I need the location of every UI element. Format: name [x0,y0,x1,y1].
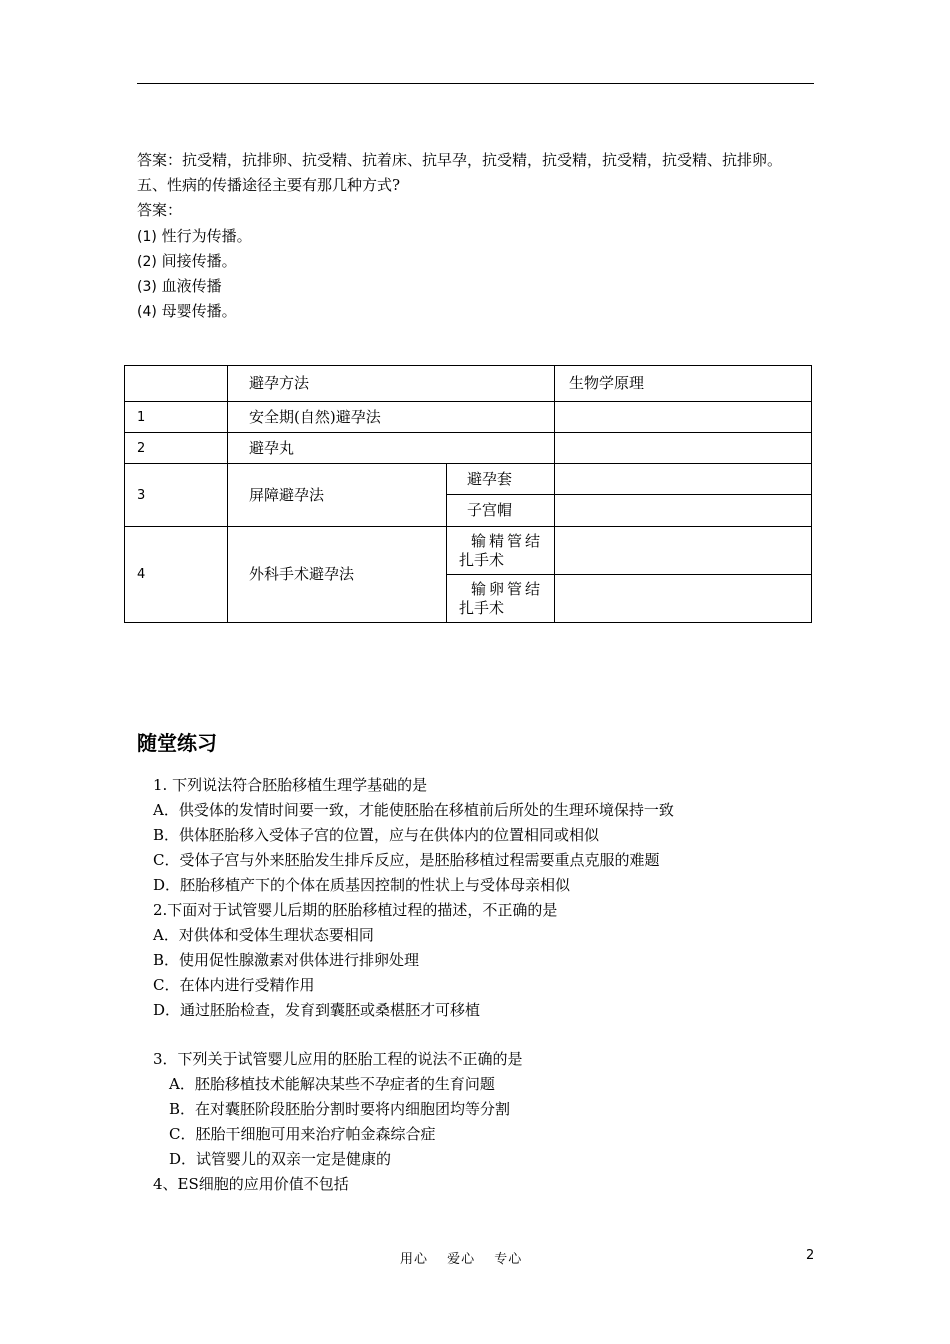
item-text: 间接传播。 [161,252,237,270]
item-number: (1) [137,229,157,245]
list-item [137,301,237,322]
question-stem: 4、ES细胞的应用价值不包括 [153,1175,349,1193]
answer-label: 答案： [137,201,183,219]
principle-cell [555,464,812,495]
option: D．胚胎移植产下的个体在质基因控制的性状上与受体母亲相似 [153,876,571,894]
header-cell-number [125,366,228,402]
sub-method-line: 扎手术 [459,550,505,569]
item-number: (3) [137,279,157,295]
row-number: 1 [125,402,228,433]
table-row [125,464,812,495]
option: C．胚胎干细胞可用来治疗帕金森综合症 [169,1125,436,1143]
question-stem: 1. 下列说法符合胚胎移植生理学基础的是 [153,776,428,794]
header-cell-method: 避孕方法 [228,366,555,402]
list-item [137,276,222,297]
item-text: 性行为传播。 [161,227,252,245]
page-number: 2 [806,1248,815,1263]
principle-cell [555,495,812,527]
option: A．对供体和受体生理状态要相同 [153,926,374,944]
question-stem: 3．下列关于试管婴儿应用的胚胎工程的说法不正确的是 [153,1050,523,1068]
principle-cell [555,402,812,433]
method-cell: 安全期(自然)避孕法 [228,402,555,433]
sub-method-cell: 子宫帽 [447,495,555,527]
option: B．在对囊胚阶段胚胎分割时要将内细胞团均等分割 [169,1100,511,1118]
item-number: (2) [137,254,157,270]
question-5: 五、性病的传播途径主要有那几种方式? [137,176,401,194]
option: C．受体子宫与外来胚胎发生排斥反应，是胚胎移植过程需要重点克服的难题 [153,851,660,869]
row-number: 2 [125,433,228,464]
option: D．通过胚胎检查，发育到囊胚或桑椹胚才可移植 [153,1001,481,1019]
header-cell-principle: 生物学原理 [555,366,812,402]
answer-line: 答案：抗受精，抗排卵、抗受精、抗着床、抗早孕，抗受精，抗受精，抗受精，抗受精、抗排卵。 [137,151,783,169]
sub-method-line: 扎手术 [459,598,505,617]
list-item [137,226,252,247]
footer-text: 用心 爱心 专心 [400,1252,523,1267]
method-cell: 外科手术避孕法 [228,527,447,623]
contraception-table [124,365,812,623]
principle-cell [555,433,812,464]
section-title: 随堂练习 [137,731,217,755]
list-item [137,251,237,272]
table-row [125,402,812,433]
sub-method-line: 输卵管结 [471,579,544,598]
principle-cell [555,575,812,623]
row-number: 4 [125,527,228,623]
option: C．在体内进行受精作用 [153,976,315,994]
option: B．使用促性腺激素对供体进行排卵处理 [153,951,420,969]
header-rule [137,83,814,84]
option: B．供体胚胎移入受体子宫的位置，应与在供体内的位置相同或相似 [153,826,600,844]
sub-method-cell [447,575,555,623]
sub-method-cell [447,527,555,575]
option: D．试管婴儿的双亲一定是健康的 [169,1150,392,1168]
item-text: 母婴传播。 [161,302,237,320]
table-row [125,433,812,464]
item-text: 血液传播 [161,277,222,295]
method-cell: 屏障避孕法 [228,464,447,527]
sub-method-line: 输精管结 [471,531,544,550]
option: A．供受体的发情时间要一致，才能使胚胎在移植前后所处的生理环境保持一致 [153,801,674,819]
question-stem: 2.下面对于试管婴儿后期的胚胎移植过程的描述，不正确的是 [153,901,558,919]
sub-method-cell: 避孕套 [447,464,555,495]
table-header-row [125,366,812,402]
table-row [125,527,812,575]
option: A．胚胎移植技术能解决某些不孕症者的生育问题 [169,1075,495,1093]
principle-cell [555,527,812,575]
method-cell: 避孕丸 [228,433,555,464]
item-number: (4) [137,304,157,320]
row-number: 3 [125,464,228,527]
